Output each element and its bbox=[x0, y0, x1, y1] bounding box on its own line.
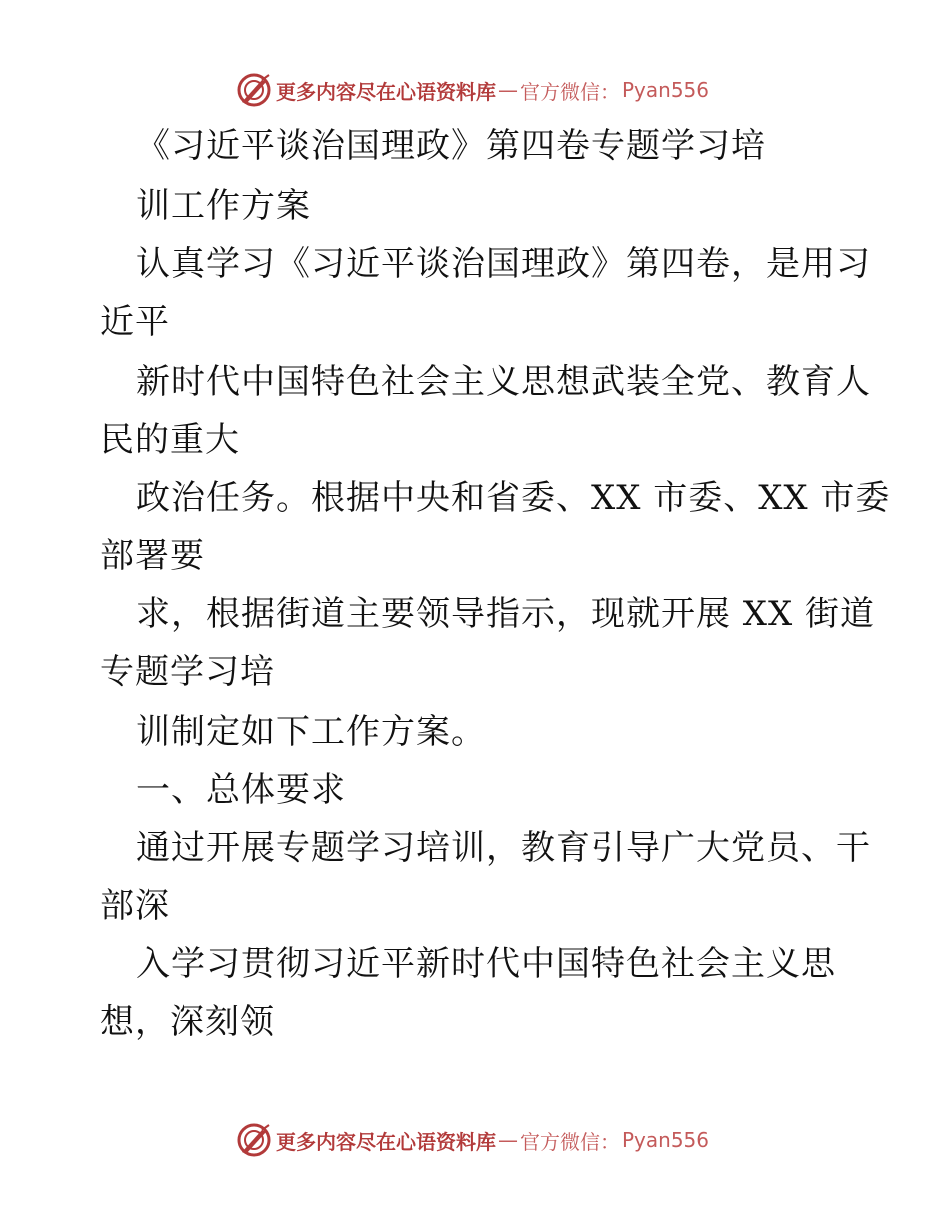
banner-brand-text: 更多内容尽在心语资料库 bbox=[276, 1129, 496, 1154]
doc-text-line: 民的重大 bbox=[100, 420, 240, 460]
doc-title-line-2: 训工作方案 bbox=[136, 186, 311, 226]
doc-title-line-1: 《习近平谈治国理政》第四卷专题学习培 bbox=[136, 126, 766, 166]
doc-text-line: 求，根据街道主要领导指示，现就开展 XX 街道 bbox=[136, 594, 876, 634]
banner-wechat-id: Pyan556 bbox=[622, 78, 710, 102]
banner-official-label: 官方微信： bbox=[520, 1129, 620, 1154]
quill-logo-icon bbox=[236, 1122, 272, 1158]
doc-text-line: 部署要 bbox=[100, 536, 205, 576]
footer-banner bbox=[236, 1120, 709, 1160]
doc-text-line: 新时代中国特色社会主义思想武装全党、教育人 bbox=[136, 362, 871, 402]
doc-text-line: 训制定如下工作方案。 bbox=[136, 712, 486, 752]
doc-text-line: 政治任务。根据中央和省委、XX 市委、XX 市委 bbox=[136, 478, 891, 518]
doc-text-line: 部深 bbox=[100, 886, 170, 926]
doc-text-line: 专题学习培 bbox=[100, 652, 275, 692]
doc-text-line: 认真学习《习近平谈治国理政》第四卷，是用习 bbox=[136, 244, 871, 284]
banner-official-label: 官方微信： bbox=[520, 79, 620, 104]
doc-text-line: 近平 bbox=[100, 302, 170, 342]
banner-dash: — bbox=[498, 78, 518, 102]
banner-brand-text: 更多内容尽在心语资料库 bbox=[276, 79, 496, 104]
header-banner bbox=[236, 70, 709, 110]
quill-logo-icon bbox=[236, 72, 272, 108]
banner-wechat-id: Pyan556 bbox=[622, 1128, 710, 1152]
doc-section-heading: 一、总体要求 bbox=[136, 770, 346, 810]
banner-dash: — bbox=[498, 1128, 518, 1152]
doc-text-line: 想，深刻领 bbox=[100, 1002, 275, 1042]
doc-text-line: 通过开展专题学习培训，教育引导广大党员、干 bbox=[136, 828, 871, 868]
doc-text-line: 入学习贯彻习近平新时代中国特色社会主义思 bbox=[136, 944, 836, 984]
